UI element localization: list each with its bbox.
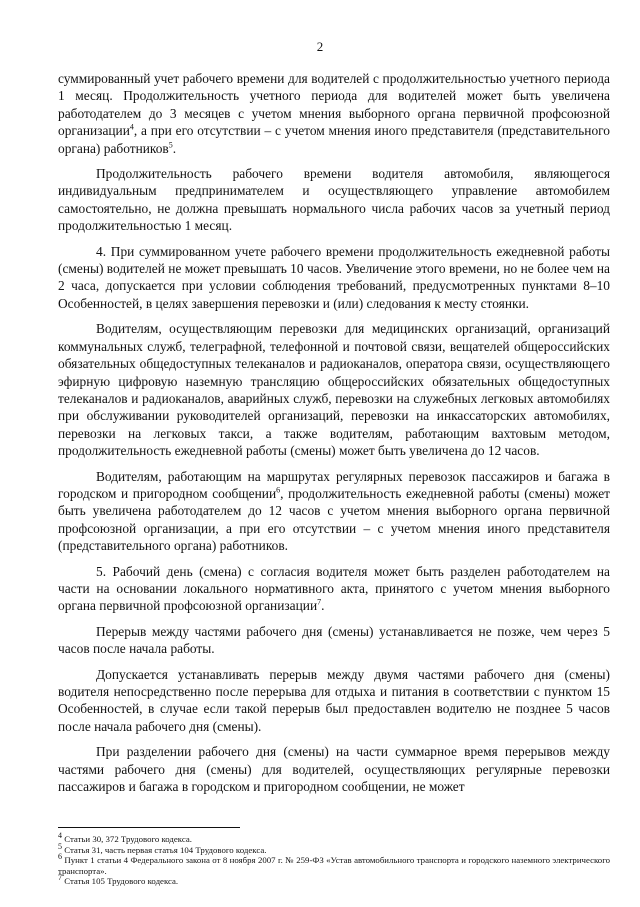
footnote-ref-5: 5 bbox=[168, 140, 173, 150]
paragraph-4: Водителям, осуществляющим перевозки для медицинских организаций, организаций коммунальных служб, телеграфной, телефонной и почтовой связи, вещателей общероссийских обязательных общедоступных телеканалов и радиоканалов, оператора связи, осуществляющего эфирную цифровую наземную трансляцию общероссийских обязательных общедоступных телеканалов и радиоканалов, аварийных служб, перевозки на служебных легковых автомобилях при обслуживании руководителей организаций, перевозки на инкассаторских автомобилях, перевозки на легковых такси, а также водителям, работающим вахтовым методом, продолжительность ежедневной работы (смены) может быть увеличена до 12 часов. bbox=[58, 321, 610, 459]
footnote-5: $^5$ Статья 31, часть первая статья 104 Трудового кодекса. bbox=[58, 841, 267, 855]
footnote-separator bbox=[58, 827, 240, 828]
paragraph-2: Продолжительность рабочего времени водителя автомобиля, являющегося индивидуальным предпринимателем и осуществляющего управление автомобилем самостоятельно, не должна превышать нормального числа рабочих часов за учетный период продолжительностью 1 месяц. bbox=[58, 166, 610, 234]
paragraph-3: 4. При суммированном учете рабочего времени продолжительность ежедневной работы (смены) водителей не может превышать 10 часов. Увеличение этого времени, но не более чем на 2 часа, допускается при условии соблюдения требований, предусмотренных пунктами 8–10 Особенностей, в целях завершения перевозки и (или) следования к месту стоянки. bbox=[58, 243, 610, 311]
paragraph-5: Водителям, работающим на маршрутах регулярных перевозок пассажиров и багажа в городском и пригородном сообщении$^6$, продолжительность ежедневной работы (смены) может быть увеличена работодателем до 12 часов с учетом мнения выборного органа первичной профсоюзной организации, а при его отсутствии – с учетом мнения иного представителя (представительного органа) работников. bbox=[58, 468, 610, 554]
paragraph-9: При разделении рабочего дня (смены) на части суммарное время перерывов между частями рабочего дня (смены) для водителей, осуществляющих регулярные перевозки пассажиров и багажа в городском и пригородном сообщении, не может bbox=[58, 744, 610, 795]
paragraph-8: Допускается устанавливать перерыв между двумя частями рабочего дня (смены) водителя непосредственно после перерыва для отдыха и питания в соответствии с пунктом 15 Особенностей, в случае если такой перерыв был предоставлен водителю не позднее 5 часов после начала рабочего дня (смены). bbox=[58, 666, 610, 734]
paragraph-6: 5. Рабочий день (смена) с согласия водителя может быть разделен работодателем на части на основании локального нормативного акта, принятого с учетом мнения выборного органа первичной профсоюзной организации$^7$. bbox=[58, 563, 610, 614]
footnote-ref-4: 4 bbox=[129, 122, 134, 132]
footnote-ref-7: 7 bbox=[317, 597, 322, 607]
footnotes bbox=[58, 831, 610, 887]
page-number: 2 bbox=[316, 39, 324, 54]
paragraph-7: Перерыв между частями рабочего дня (смены) устанавливается не позже, чем через 5 часов после начала работы. bbox=[58, 623, 610, 657]
footnote-ref-6: 6 bbox=[276, 485, 281, 495]
paragraph-1: суммированный учет рабочего времени для водителей с продолжительностью учетного периода 1 месяц. Продолжительность учетного периода для водителей может быть увеличена работодателем до 3 месяцев с учетом мнения выборного органа первичной профсоюзной организации$^4$, а при его отсутствии – с учетом мнения иного представителя (представительного органа) работников$^5$. bbox=[58, 71, 610, 156]
footnote-4: $^4$ Статьи 30, 372 Трудового кодекса. bbox=[58, 831, 192, 844]
footnote-7: $^7$ Статья 105 Трудового кодекса. bbox=[58, 873, 179, 887]
footnote-6: $^6$ Пункт 1 статьи 4 Федерального закона от 8 ноября 2007 г. № 259-ФЗ «Устав автомобильного транспорта и городского наземного электрического транспорта». bbox=[58, 852, 610, 876]
document-body bbox=[58, 70, 610, 803]
